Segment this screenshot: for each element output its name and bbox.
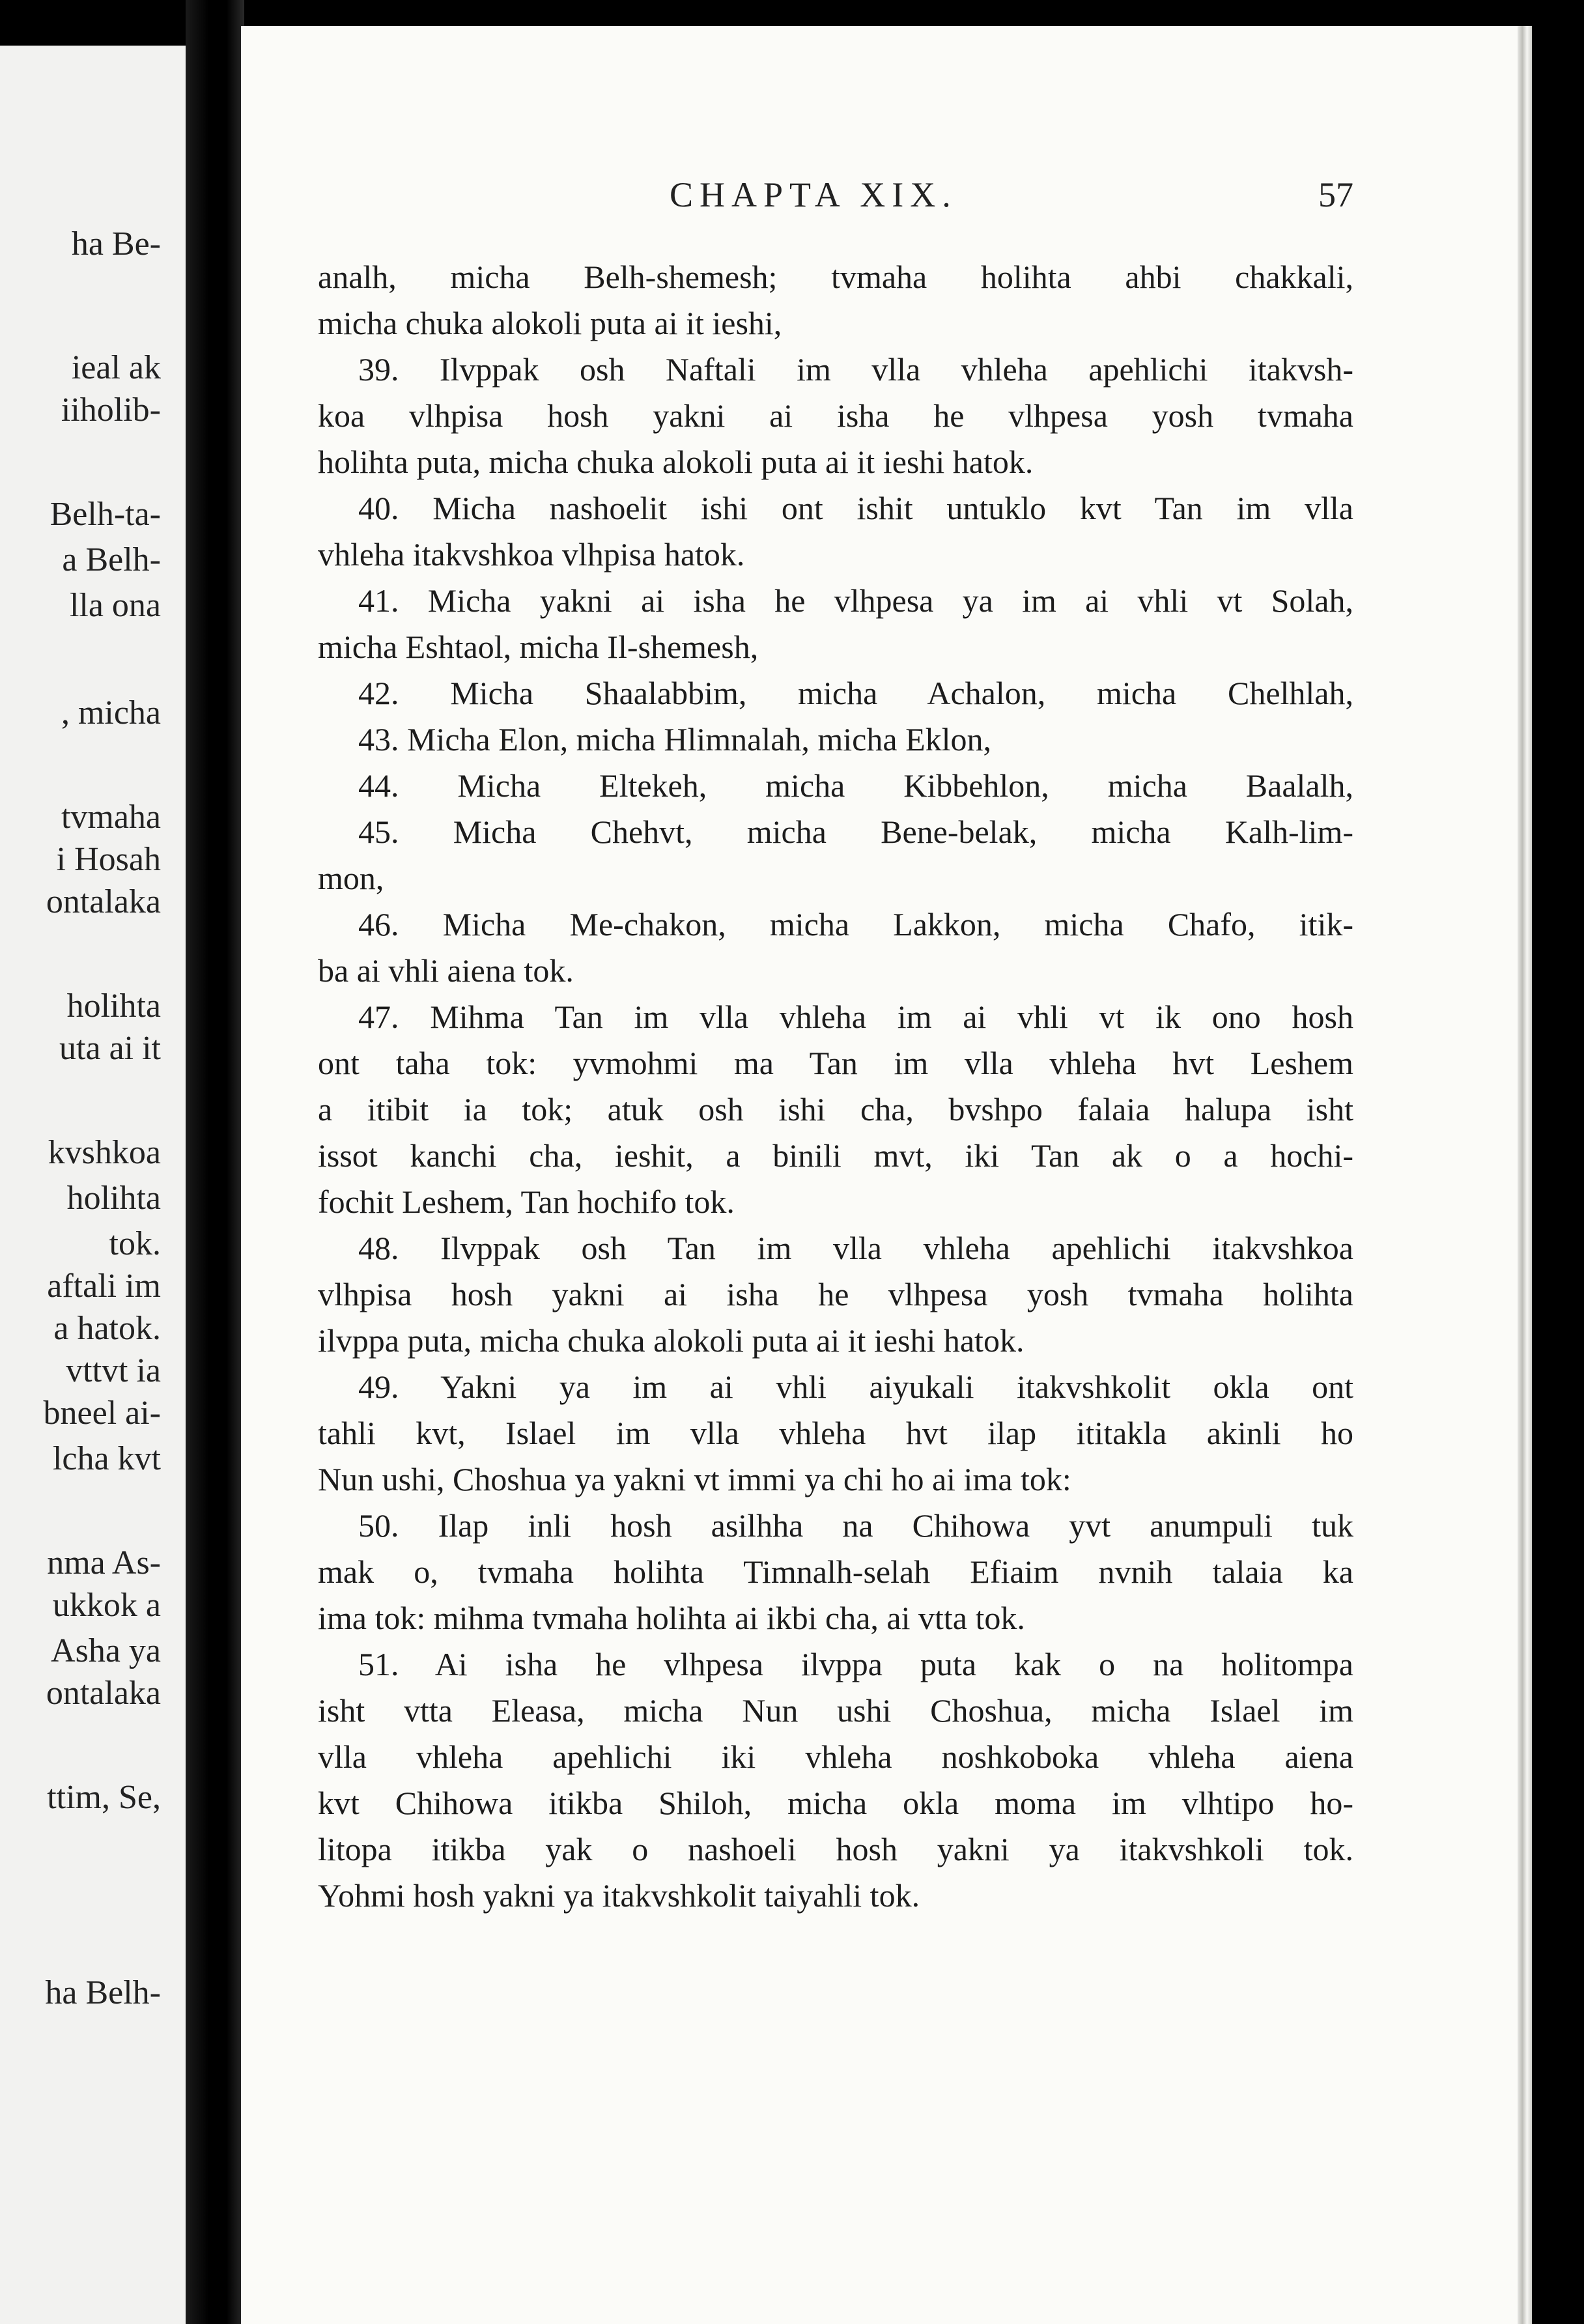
left-page-fragment	[0, 46, 186, 2324]
text-line: ima tok: mihma tvmaha holihta ai ikbi cha, ai vtta tok.	[318, 1600, 1025, 1636]
text-line: 47. Mihma Tan im vlla vhleha im ai vhli vt ik ono hosh	[358, 999, 1353, 1035]
left-page-line: ontalaka	[46, 883, 161, 920]
text-line: ba ai vhli aiena tok.	[318, 952, 574, 989]
book-gutter	[186, 0, 244, 2324]
page-edge	[1518, 26, 1532, 2324]
text-line: 41. Micha yakni ai isha he vlhpesa ya im ai vhli vt Solah,	[358, 582, 1353, 619]
left-page-line: bneel ai-	[43, 1395, 161, 1432]
left-page-line: nma As-	[47, 1544, 161, 1581]
text-line: 42. Micha Shaalabbim, micha Achalon, micha Chelhlah,	[358, 675, 1353, 711]
page-header	[318, 175, 1353, 220]
text-line: ont taha tok: yvmohmi ma Tan im vlla vhleha hvt Leshem	[318, 1045, 1353, 1081]
text-line: micha chuka alokoli puta ai it ieshi,	[318, 305, 782, 341]
scan-border	[1532, 0, 1584, 2324]
left-page-line: holihta	[66, 1180, 161, 1217]
left-page-line: ieal ak	[71, 349, 161, 386]
text-line: 44. Micha Eltekeh, micha Kibbehlon, micha Baalalh,	[358, 767, 1353, 804]
left-page-line: kvshkoa	[48, 1134, 161, 1171]
left-page-line: tvmaha	[61, 799, 161, 836]
text-line: micha Eshtaol, micha Il-shemesh,	[318, 629, 759, 665]
left-page-line: Asha ya	[51, 1632, 161, 1669]
text-line: 48. Ilvppak osh Tan im vlla vhleha apehlichi itakvshkoa	[358, 1230, 1353, 1266]
left-page-line: i Hosah	[56, 841, 161, 878]
left-page-line: lcha kvt	[52, 1440, 161, 1477]
text-line: issot kanchi cha, ieshit, a binili mvt, iki Tan ak o a hochi-	[318, 1137, 1353, 1174]
left-page-line: holihta	[66, 987, 161, 1025]
text-line: Nun ushi, Choshua ya yakni vt immi ya chi ho ai ima tok:	[318, 1461, 1071, 1497]
left-page-line: lla ona	[69, 587, 161, 624]
text-line: holihta puta, micha chuka alokoli puta ai it ieshi hatok.	[318, 444, 1034, 480]
text-line: 49. Yakni ya im ai vhli aiyukali itakvshkolit okla ont	[358, 1368, 1353, 1405]
text-line: 46. Micha Me-chakon, micha Lakkon, micha Chafo, itik-	[358, 906, 1353, 942]
body-text	[318, 254, 1353, 1919]
text-line: litopa itikba yak o nashoeli hosh yakni ya itakvshkoli tok.	[318, 1831, 1353, 1867]
left-page-line: ukkok a	[52, 1587, 161, 1624]
running-head: CHAPTA XIX.	[670, 175, 957, 214]
text-line: 40. Micha nashoelit ishi ont ishit untuklo kvt Tan im vlla	[358, 490, 1353, 526]
left-page-line: ontalaka	[46, 1675, 161, 1712]
text-line: kvt Chihowa itikba Shiloh, micha okla moma im vlhtipo ho-	[318, 1785, 1353, 1821]
text-line: vhleha itakvshkoa vlhpisa hatok.	[318, 536, 745, 573]
text-line: 50. Ilap inli hosh asilhha na Chihowa yvt anumpuli tuk	[358, 1507, 1353, 1544]
text-line: mak o, tvmaha holihta Timnalh-selah Efiaim nvnih talaia ka	[318, 1553, 1353, 1590]
left-page-line: , micha	[61, 694, 161, 731]
left-page-line: ha Belh-	[45, 1974, 161, 2011]
text-line: ilvppa puta, micha chuka alokoli puta ai it ieshi hatok.	[318, 1322, 1025, 1359]
text-line: 39. Ilvppak osh Naftali im vlla vhleha apehlichi itakvsh-	[358, 351, 1353, 388]
page-number: 57	[1318, 175, 1353, 214]
text-line: analh, micha Belh-shemesh; tvmaha holihta ahbi chakkali,	[318, 259, 1353, 295]
left-page-line: uta ai it	[59, 1030, 161, 1067]
left-page-line: aftali im	[47, 1268, 161, 1305]
text-line: a itibit ia tok; atuk osh ishi cha, bvshpo falaia halupa isht	[318, 1091, 1353, 1127]
left-page-line: ha Be-	[71, 225, 161, 262]
text-line: Yohmi hosh yakni ya itakvshkolit taiyahli tok.	[318, 1877, 920, 1914]
text-line: mon,	[318, 860, 384, 896]
left-page-line: vttvt ia	[66, 1352, 161, 1389]
left-page-line: iiholib-	[61, 391, 161, 429]
left-page-line: a Belh-	[62, 541, 161, 578]
left-page-line: ttim, Se,	[47, 1779, 161, 1816]
text-line: koa vlhpisa hosh yakni ai isha he vlhpesa yosh tvmaha	[318, 397, 1353, 434]
text-line: vlhpisa hosh yakni ai isha he vlhpesa yosh tvmaha holihta	[318, 1276, 1353, 1312]
text-line: isht vtta Eleasa, micha Nun ushi Choshua, micha Islael im	[318, 1692, 1353, 1729]
text-line: 45. Micha Chehvt, micha Bene-belak, micha Kalh-lim-	[358, 814, 1353, 850]
left-page-line: tok.	[109, 1225, 161, 1262]
text-line: vlla vhleha apehlichi iki vhleha noshkoboka vhleha aiena	[318, 1738, 1353, 1775]
text-line: 51. Ai isha he vlhpesa ilvppa puta kak o na holitompa	[358, 1646, 1353, 1682]
left-page-line: a hatok.	[53, 1310, 161, 1347]
text-line: 43. Micha Elon, micha Hlimnalah, micha Eklon,	[358, 721, 991, 758]
text-line: fochit Leshem, Tan hochifo tok.	[318, 1183, 735, 1220]
text-line: tahli kvt, Islael im vlla vhleha hvt ilap ititakla akinli ho	[318, 1415, 1353, 1451]
left-page-line: Belh-ta-	[50, 496, 161, 533]
